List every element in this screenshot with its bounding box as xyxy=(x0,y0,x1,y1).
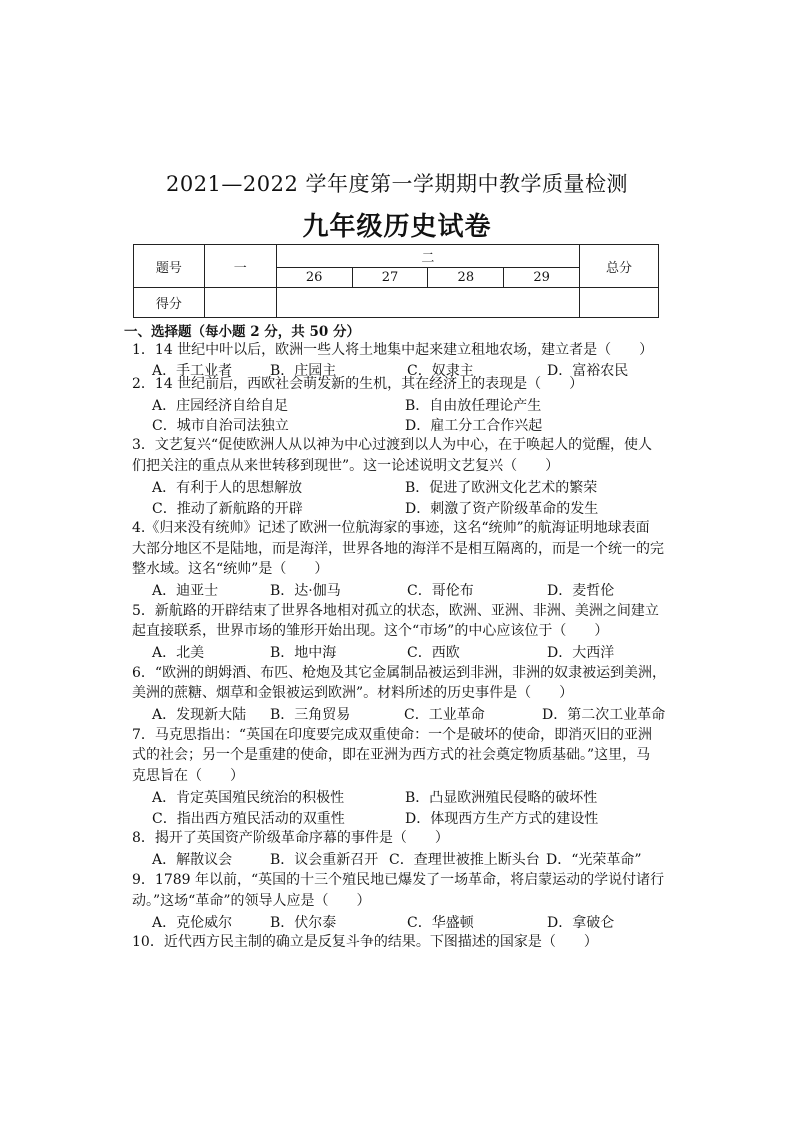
question-4-line-3: 整水域。这名“统帅”是（ ） xyxy=(132,561,329,577)
q6-option-b[interactable]: B．三角贸易 xyxy=(270,707,351,723)
question-5-line-2: 起直接联系，世界市场的雏形开始出现。这个“市场”的中心应该位于（ ） xyxy=(132,623,609,639)
score-cell-one[interactable] xyxy=(204,288,276,318)
q8-option-c[interactable]: C．查理世被推上断头台 xyxy=(389,852,540,868)
q1-option-c[interactable]: C．奴隶主 xyxy=(407,363,474,379)
q7-option-d[interactable]: D．体现西方生产方式的建设性 xyxy=(405,811,599,827)
q5-option-a[interactable]: A．北美 xyxy=(152,645,205,661)
q7-option-a[interactable]: A．肯定英国殖民统治的积极性 xyxy=(152,790,345,806)
header-section-two: 二 xyxy=(276,245,579,268)
q8-option-d[interactable]: D．“光荣革命” xyxy=(546,852,642,868)
question-1: 1．14 世纪中叶以后，欧洲一些人将土地集中起来建立租地农场，建立者是（ ） xyxy=(132,342,654,358)
header-total: 总分 xyxy=(580,245,659,288)
q8-option-a[interactable]: A．解散议会 xyxy=(152,852,233,868)
question-3-line-2: 们把关注的重点从来世转移到现世”。这一论述说明文艺复兴（ ） xyxy=(132,458,560,474)
q5-option-d[interactable]: D．大西洋 xyxy=(547,645,615,661)
score-cell-total[interactable] xyxy=(580,288,659,318)
q4-option-b[interactable]: B．达·伽马 xyxy=(270,583,341,599)
question-7-line-1: 7．马克思指出：“英国在印度要完成双重使命：一个是破坏的使命，即消灭旧的亚洲 xyxy=(132,727,653,743)
q2-option-a[interactable]: A．庄园经济自给自足 xyxy=(152,398,289,414)
question-7-line-2: 式的社会；另一个是重建的使命，即在亚洲为西方式的社会奠定物质基础。”这里，马 xyxy=(132,747,651,763)
q7-option-c[interactable]: C．指出西方殖民活动的双重性 xyxy=(152,811,345,827)
q9-option-b[interactable]: B．伏尔泰 xyxy=(270,915,337,931)
question-2: 2．14 世纪前后，西欧社会萌发新的生机，其在经济上的表现是（ ） xyxy=(132,376,584,392)
row-score-label: 得分 xyxy=(134,288,205,318)
header-q28: 28 xyxy=(428,268,504,288)
q8-option-b[interactable]: B．议会重新召开 xyxy=(270,852,379,868)
q9-option-c[interactable]: C．华盛顿 xyxy=(407,915,474,931)
question-10: 10．近代西方民主制的确立是反复斗争的结果。下图描述的国家是（ ） xyxy=(132,934,598,950)
q7-option-b[interactable]: B．凸显欧洲殖民侵略的破坏性 xyxy=(405,790,598,806)
q5-option-c[interactable]: C．西欧 xyxy=(407,645,460,661)
header-q26: 26 xyxy=(276,268,352,288)
exam-subtitle: 九年级历史试卷 xyxy=(302,212,492,242)
score-cell-two[interactable] xyxy=(276,288,579,318)
q6-option-d[interactable]: D．第二次工业革命 xyxy=(542,707,666,723)
header-q27: 27 xyxy=(352,268,428,288)
section-heading: 一、选择题（每小题 2 分，共 50 分） xyxy=(124,324,360,340)
q9-option-d[interactable]: D．拿破仑 xyxy=(547,915,615,931)
question-6-line-2: 美洲的蔗糖、烟草和金银被运到欧洲”。材料所述的历史事件是（ ） xyxy=(132,685,574,701)
header-tihao: 题号 xyxy=(134,245,205,288)
exam-title: 2021—2022 学年度第一学期期中教学质量检测 xyxy=(165,172,629,196)
question-4-line-2: 大部分地区不是陆地，而是海洋，世界各地的海洋不是相互隔离的，而是一个统一的完 xyxy=(132,541,664,557)
q3-option-b[interactable]: B．促进了欧洲文化艺术的繁荣 xyxy=(405,480,598,496)
q2-option-d[interactable]: D．雇工分工合作兴起 xyxy=(405,418,543,434)
q4-option-d[interactable]: D．麦哲伦 xyxy=(547,583,615,599)
question-3-line-1: 3．文艺复兴“促使欧洲人从以神为中心过渡到以人为中心，在于唤起人的觉醒，使人 xyxy=(132,437,653,453)
question-5-line-1: 5．新航路的开辟结束了世界各地相对孤立的状态，欧洲、亚洲、非洲、美洲之间建立 xyxy=(132,603,659,619)
question-9-line-1: 9．1789 年以前，“英国的十三个殖民地已爆发了一场革命，将启蒙运动的学说付诸行 xyxy=(132,872,665,888)
q1-option-d[interactable]: D．富裕农民 xyxy=(547,363,629,379)
header-section-one: 一 xyxy=(204,245,276,288)
q5-option-b[interactable]: B．地中海 xyxy=(270,645,337,661)
header-q29: 29 xyxy=(504,268,580,288)
question-8: 8．揭开了英国资产阶级革命序幕的事件是（ ） xyxy=(132,830,449,846)
q1-option-b[interactable]: B．庄园主 xyxy=(270,363,337,379)
q3-option-c[interactable]: C．推动了新航路的开辟 xyxy=(152,501,303,517)
question-4-line-1: 4.《归来没有统帅》记述了欧洲一位航海家的事迹，这名“统帅”的航海证明地球表面 xyxy=(132,520,650,536)
q2-option-b[interactable]: B．自由放任理论产生 xyxy=(405,398,542,414)
question-7-line-3: 克思旨在（ ） xyxy=(132,768,244,784)
q3-option-d[interactable]: D．刺激了资产阶级革命的发生 xyxy=(405,501,599,517)
q1-option-a[interactable]: A．手工业者 xyxy=(152,363,233,379)
q9-option-a[interactable]: A．克伦威尔 xyxy=(152,915,233,931)
q4-option-c[interactable]: C．哥伦布 xyxy=(407,583,474,599)
question-9-line-2: 动。”这场“革命”的领导人应是（ ） xyxy=(132,893,371,909)
q6-option-a[interactable]: A．发现新大陆 xyxy=(152,707,247,723)
q6-option-c[interactable]: C．工业革命 xyxy=(404,707,485,723)
question-6-line-1: 6．“欧洲的朗姆酒、布匹、枪炮及其它金属制品被运到非洲，非洲的奴隶被运到美洲， xyxy=(132,665,667,681)
q3-option-a[interactable]: A．有利于人的思想解放 xyxy=(152,480,303,496)
q2-option-c[interactable]: C．城市自治司法独立 xyxy=(152,418,289,434)
score-table xyxy=(133,244,659,318)
q4-option-a[interactable]: A．迪亚士 xyxy=(152,583,219,599)
